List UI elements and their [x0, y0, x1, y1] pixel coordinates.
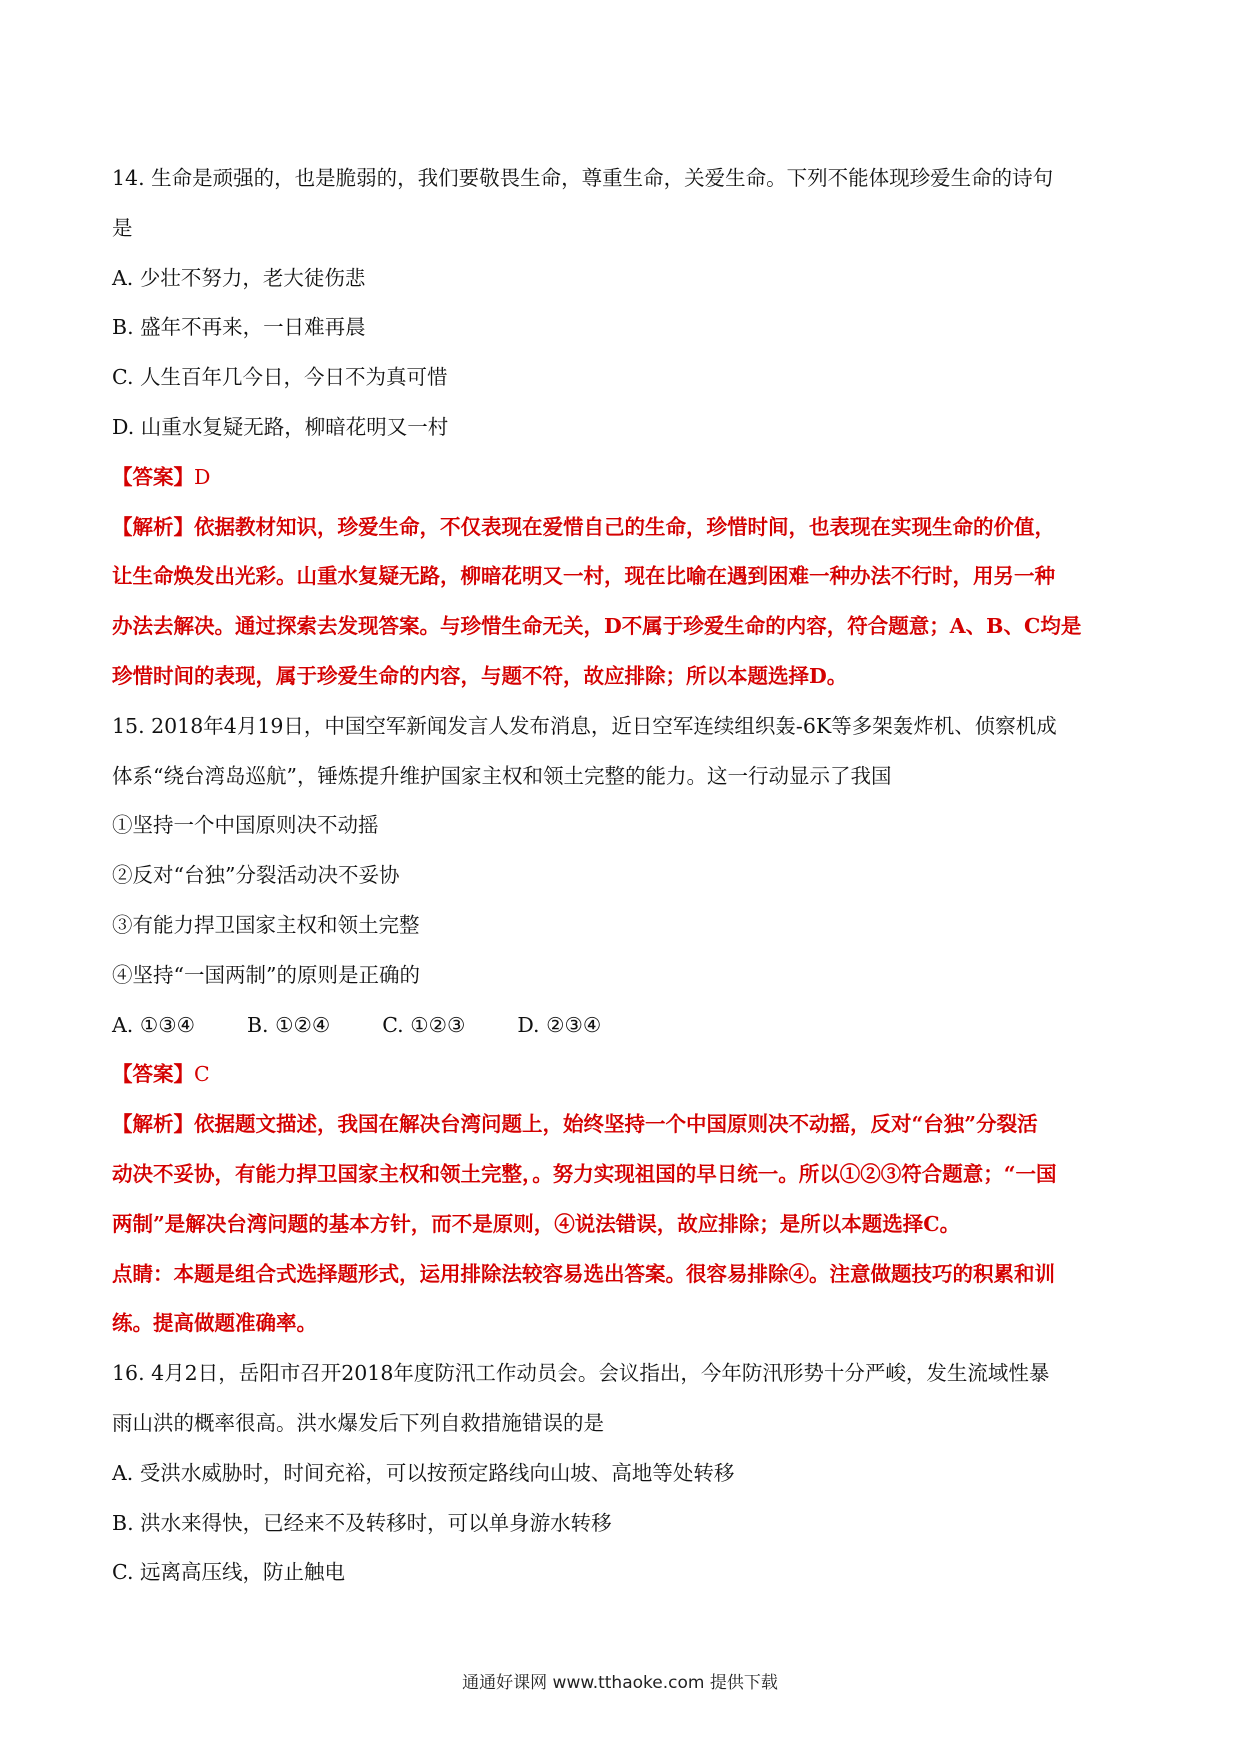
q16-option-c: C. 远离高压线，防止触电 — [112, 1560, 345, 1585]
q15-statement-4: ④坚持“一国两制”的原则是正确的 — [112, 962, 420, 987]
q15-statement-1: ①坚持一个中国原则决不动摇 — [112, 813, 379, 838]
q14-stem-line-2: 是 — [112, 215, 133, 240]
q16-option-b: B. 洪水来得快，已经来不及转移时，可以单身游水转移 — [112, 1510, 612, 1535]
q15-analysis-line-1 — [112, 1100, 1132, 1150]
q15-option-c: C. ①②③ — [382, 1012, 466, 1037]
q14-analysis-label: 【解析】 — [112, 514, 194, 539]
q15-analysis-line-3: 两制”是解决台湾问题的基本方针，而不是原则，④说法错误，故应排除；是所以本题选择C。 — [112, 1211, 961, 1236]
page-footer: 通通好课网 www.tthaoke.com 提供下载 — [462, 1673, 778, 1693]
page-content — [112, 154, 1132, 1598]
q15-stem-line-1: 15. 2018年4月19日，中国空军新闻发言人发布消息，近日空军连续组织轰-6K等多架轰炸机、侦察机成 — [112, 713, 1057, 738]
q14-stem-line-1: 14. 生命是顽强的，也是脆弱的，我们要敬畏生命，尊重生命，关爱生命。下列不能体现珍爱生命的诗句 — [112, 166, 1054, 190]
q15-options — [112, 1001, 1132, 1051]
q15-statement-3: ③有能力捍卫国家主权和领土完整 — [112, 912, 420, 937]
q14-analysis-text-1: 依据教材知识，珍爱生命，不仅表现在爱惜自己的生命，珍惜时间，也表现在实现生命的价值， — [194, 514, 1055, 539]
q14-option-a: A. 少壮不努力，老大徒伤悲 — [112, 265, 366, 290]
q15-stem-line-2: 体系“绕台湾岛巡航”，锤炼提升维护国家主权和领土完整的能力。这一行动显示了我国 — [112, 763, 892, 788]
q16-stem-line-2: 雨山洪的概率很高。洪水爆发后下列自救措施错误的是 — [112, 1410, 604, 1435]
q14-option-d: D. 山重水复疑无路，柳暗花明又一村 — [112, 414, 449, 439]
q14-analysis-line-1 — [112, 503, 1132, 553]
q15-comment-line-2: 练。提高做题准确率。 — [112, 1311, 317, 1336]
q15-analysis-label: 【解析】 — [112, 1112, 194, 1137]
q14-analysis-line-4: 珍惜时间的表现，属于珍爱生命的内容，与题不符，故应排除；所以本题选择D。 — [112, 663, 848, 688]
q14-option-c: C. 人生百年几今日，今日不为真可惜 — [112, 365, 448, 390]
q15-comment-line-1: 点睛：本题是组合式选择题形式，运用排除法较容易选出答案。很容易排除④。注意做题技巧的积累和训 — [112, 1261, 1055, 1286]
q15-option-a: A. ①③④ — [112, 1012, 195, 1037]
q14-option-b: B. 盛年不再来，一日难再晨 — [112, 315, 366, 340]
q16-stem-line-1: 16. 4月2日，岳阳市召开2018年度防汛工作动员会。会议指出，今年防汛形势十分严峻，发生流域性暴 — [112, 1361, 1050, 1386]
q15-answer-label: 【答案】 — [112, 1062, 194, 1087]
q14-analysis-line-2: 让生命焕发出光彩。山重水复疑无路，柳暗花明又一村，现在比喻在遇到困难一种办法不行时，用另一种 — [112, 564, 1055, 589]
q15-statement-2: ②反对“台独”分裂活动决不妥协 — [112, 863, 400, 888]
q14-answer-value: D — [194, 464, 211, 489]
q16-option-a: A. 受洪水威胁时，时间充裕，可以按预定路线向山坡、高地等处转移 — [112, 1460, 735, 1485]
q15-analysis-text-1: 依据题文描述，我国在解决台湾问题上，始终坚持一个中国原则决不动摇，反对“台独”分裂活 — [194, 1112, 1038, 1137]
q15-option-d: D. ②③④ — [517, 1012, 602, 1037]
q14-analysis-line-3: 办法去解决。通过探索去发现答案。与珍惜生命无关，D不属于珍爱生命的内容，符合题意；A、B、C均是 — [112, 614, 1082, 639]
q14-answer — [112, 453, 1132, 503]
q15-analysis-line-2: 动决不妥协，有能力捍卫国家主权和领土完整，。努力实现祖国的早日统一。所以①②③符合题意；“一国 — [112, 1161, 1057, 1186]
q14-answer-label: 【答案】 — [112, 464, 194, 489]
q15-answer — [112, 1050, 1132, 1100]
q15-option-b: B. ①②④ — [246, 1012, 331, 1037]
q15-answer-value: C — [194, 1062, 210, 1087]
